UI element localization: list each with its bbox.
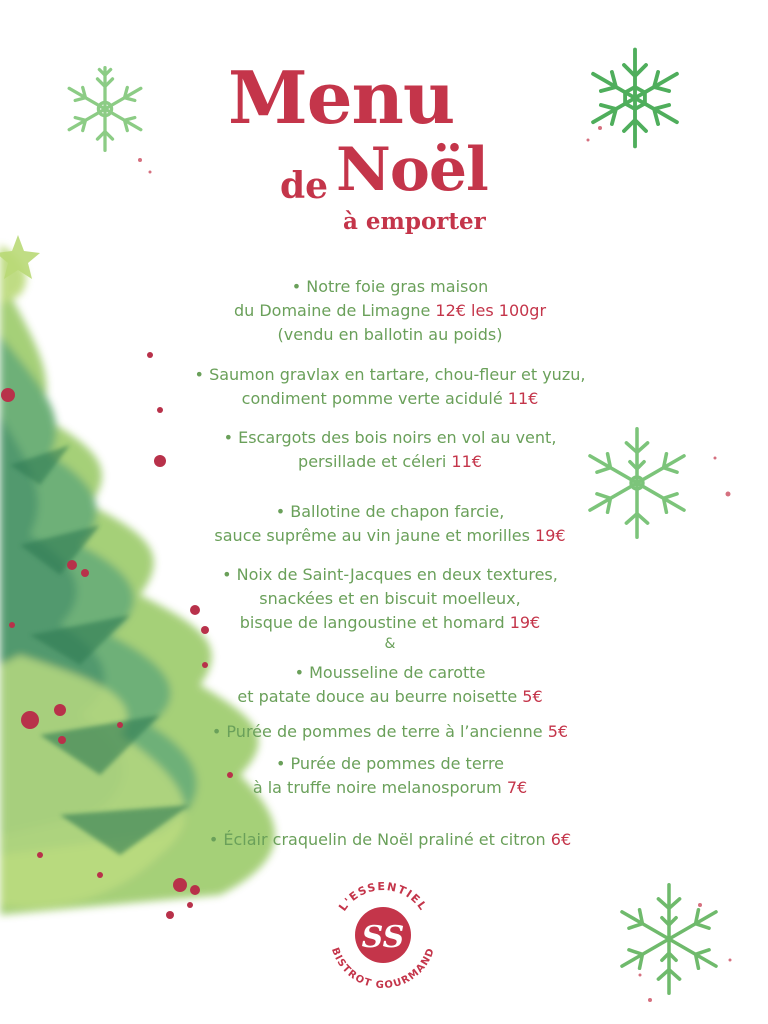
menu-item-line: • Notre foie gras maison [291,277,489,296]
menu-item-line: snackées et en biscuit moelleux, [259,589,521,608]
menu-item-price: 11€ [507,389,539,408]
title-noel: Noël [336,135,488,205]
menu-item-line: bisque de langoustine et homard [239,613,510,632]
menu-item-line: • Ballotine de chapon farcie, [275,502,505,521]
menu-item-line: • Purée de pommes de terre [275,754,505,773]
menu-item-line: et patate douce au beurre noisette [237,687,523,706]
menu-item-price: 5€ [522,687,543,706]
menu-item [150,426,630,474]
menu-item [150,661,630,709]
menu-item [150,752,630,800]
title-menu: Menu [228,55,455,140]
menu-item-line: • Mousseline de carotte [294,663,486,682]
brand-logo [320,872,446,998]
menu-item-line: condiment pomme verte acidulé [241,389,508,408]
menu-item-price: 19€ [509,613,541,632]
logo-monogram: SS [361,920,405,955]
menu-item-price: 5€ [547,722,569,741]
menu-item-line: persillade et céleri [298,452,452,471]
menu-item-line: du Domaine de Limagne [233,301,436,320]
menu-item-line: • Éclair craquelin de Noël praliné et citron [208,830,551,849]
title-de: de [280,165,329,207]
menu-item-price: 7€ [506,778,528,797]
menu-item [150,720,630,744]
menu-item [150,275,630,347]
menu-item-price: 12€ les 100gr [435,301,547,320]
menu-item [150,363,630,411]
menu-item-line: à la truffe noire melanosporum [252,778,507,797]
menu-item [150,500,630,548]
ampersand: & [384,636,396,652]
title-subtitle: à emporter [343,208,486,235]
menu-item-price: 6€ [550,830,572,849]
menu-item-price: 11€ [451,452,482,471]
menu-item-price: 19€ [535,526,566,545]
menu-item-line: • Escargots des bois noirs en vol au vent, [223,428,557,447]
logo-text-top: L'ESSENTIEL [336,879,430,914]
menu-item-line: sauce suprême au vin jaune et morilles [214,526,536,545]
menu-item-line: • Noix de Saint-Jacques en deux textures, [222,565,558,584]
menu-item [150,828,630,852]
logo-text-bottom: BISTROT GOURMAND [328,946,438,992]
menu-item [150,563,630,653]
menu-item-line: • Purée de pommes de terre à l’ancienne [211,722,548,741]
menu-item-line: • Saumon gravlax en tartare, chou-fleur et yuzu, [194,365,586,384]
menu-item-line: (vendu en ballotin au poids) [277,325,503,344]
